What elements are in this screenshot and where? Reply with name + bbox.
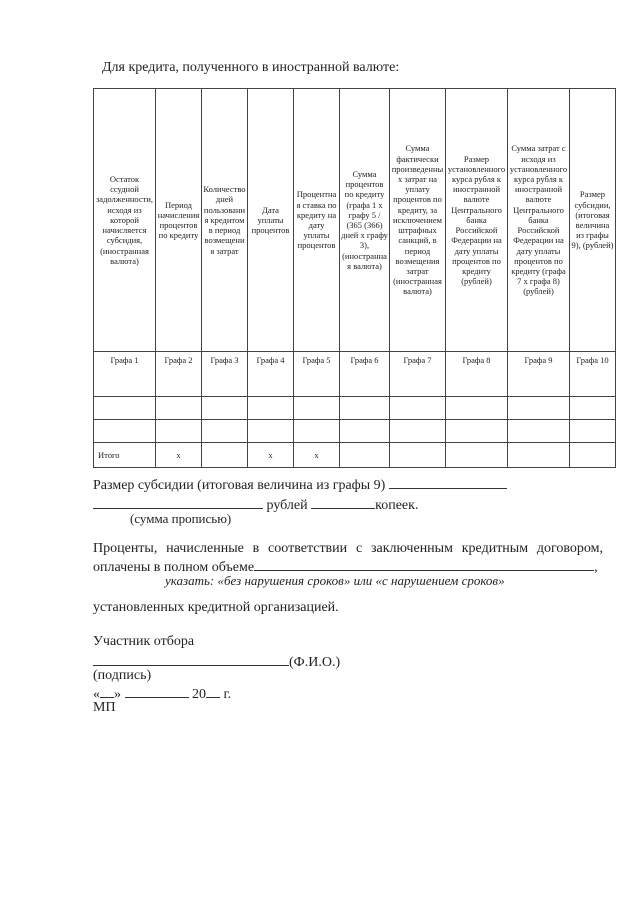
column-number: Графа 2: [156, 352, 202, 397]
participant-label: Участник отбора: [93, 634, 195, 649]
total-label: Итого: [94, 443, 156, 468]
table-cell: [570, 397, 616, 420]
table-cell: [508, 397, 570, 420]
signature-caption: (подпись): [93, 668, 152, 683]
total-cell: x: [156, 443, 202, 468]
header-row: [94, 89, 616, 352]
table-cell: [508, 420, 570, 443]
stamp-label: МП: [93, 700, 116, 715]
table-cell: [156, 420, 202, 443]
table-cell: [390, 420, 446, 443]
total-cell: [508, 443, 570, 468]
column-number: Графа 9: [508, 352, 570, 397]
total-cell: x: [248, 443, 294, 468]
table-cell: [340, 420, 390, 443]
year-field[interactable]: [206, 684, 220, 698]
column-number-row: [94, 352, 616, 397]
header-cell: Остаток ссудной задолженности, исходя из которой начисляется субсидия, (иностранная валюта): [94, 89, 156, 352]
header-cell: Процентная ставка по кредиту на дату уплаты процентов: [294, 89, 340, 352]
header-cell: Размер установленного курса рубля к иностранной валюте Центрального банка Российской Федерации на дату уплаты процентов по кредиту (рублей): [446, 89, 508, 352]
subsidy-amount-line: [93, 475, 507, 494]
amount-words-field[interactable]: [93, 495, 263, 509]
table-cell: [202, 397, 248, 420]
header-cell: Период начисления процентов по кредиту: [156, 89, 202, 352]
header-cell: Сумма затрат с исходя из установленного курса рубля к иностранной валюте Центрального банка Российской Федерации на дату уплаты процентов по кредиту (графа 7 x графа 8) (рублей): [508, 89, 570, 352]
table-cell: [248, 420, 294, 443]
table-cell: [390, 397, 446, 420]
header-cell: Сумма фактически произведенных затрат на уплату процентов по кредиту, за исключением штрафных санкций, в период возмещения затрат (иностранная валюта): [390, 89, 446, 352]
table-cell: [156, 397, 202, 420]
header-cell: Дата уплаты процентов: [248, 89, 294, 352]
payment-status-field[interactable]: [254, 557, 594, 571]
column-number: Графа 8: [446, 352, 508, 397]
total-cell: [446, 443, 508, 468]
table-cell: [202, 420, 248, 443]
column-number: Графа 7: [390, 352, 446, 397]
subsidy-table: [93, 88, 616, 468]
interest-text-2: оплачены в полном объеме: [93, 560, 255, 575]
table-cell: [94, 420, 156, 443]
total-cell: x: [294, 443, 340, 468]
table-cell: [94, 397, 156, 420]
header-cell: Сумма процентов по кредиту (графа 1 x графу 5 / (365 (366) дней x графу 3), (иностранная валюта): [340, 89, 390, 352]
table-cell: [570, 420, 616, 443]
column-number: Графа 6: [340, 352, 390, 397]
in-words-caption: (сумма прописью): [130, 511, 232, 526]
column-number: Графа 10: [570, 352, 616, 397]
month-field[interactable]: [125, 684, 189, 698]
total-cell: [570, 443, 616, 468]
interest-text-line-2: оплачены в полном объеме ,: [93, 557, 598, 576]
table-row: [94, 420, 616, 443]
table-cell: [446, 397, 508, 420]
column-number: Графа 3: [202, 352, 248, 397]
date-quote-open: «: [93, 687, 100, 702]
column-number: Графа 4: [248, 352, 294, 397]
signature-field[interactable]: [93, 652, 289, 666]
column-number: Графа 5: [294, 352, 340, 397]
table-cell: [294, 397, 340, 420]
kopecks-field[interactable]: [311, 495, 375, 509]
table-heading: Для кредита, полученного в иностранной валюте:: [102, 60, 400, 75]
header-cell: Количество дней пользования кредитом в период возмещения затрат: [202, 89, 248, 352]
table-cell: [294, 420, 340, 443]
table-cell: [446, 420, 508, 443]
total-cell: [202, 443, 248, 468]
payment-status-hint: указать: «без нарушения сроков» или «с нарушением сроков»: [165, 573, 505, 588]
header-cell: Размер субсидии, (итоговая величина из графы 9), (рублей): [570, 89, 616, 352]
total-cell: [390, 443, 446, 468]
day-field[interactable]: [100, 684, 114, 698]
date-quote-close: »: [114, 687, 121, 702]
table-cell: [248, 397, 294, 420]
kopecks-label: копеек.: [375, 498, 419, 513]
year-prefix: 20: [192, 687, 206, 702]
subsidy-amount-field[interactable]: [389, 475, 507, 489]
table-cell: [340, 397, 390, 420]
rubles-label: рублей: [266, 498, 308, 513]
total-row: [94, 443, 616, 468]
year-suffix: г.: [223, 687, 232, 702]
total-cell: [340, 443, 390, 468]
column-number: Графа 1: [94, 352, 156, 397]
established-text: установленных кредитной организацией.: [93, 600, 339, 615]
table-row: [94, 397, 616, 420]
fio-label: (Ф.И.О.): [289, 655, 341, 670]
interest-text-line-1: Проценты, начисленные в соответствии с заключенным кредитным договором,: [93, 541, 603, 556]
subsidy-label: Размер субсидии (итоговая величина из графы 9): [93, 478, 386, 493]
